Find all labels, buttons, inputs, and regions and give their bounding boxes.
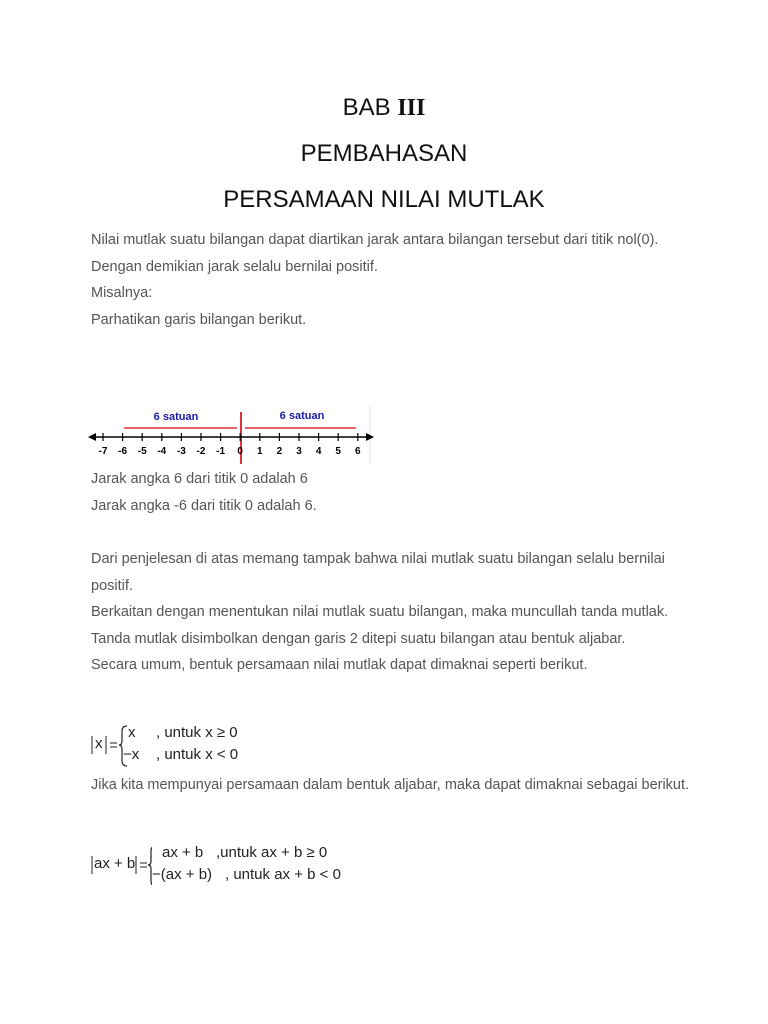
formula1-case2-expr: −x [123, 746, 140, 763]
chapter-title [0, 94, 768, 122]
tick-label: -5 [137, 446, 147, 457]
left-distance-label: 6 satuan [153, 411, 199, 423]
chapter-number: III [397, 95, 426, 121]
body-text-2 [91, 772, 691, 799]
tick-label: 4 [315, 446, 322, 457]
formula1-case1-expr: x [128, 724, 136, 741]
tick-label: -1 [216, 446, 226, 457]
tick-label: -6 [118, 446, 128, 457]
left-arrow-icon [88, 433, 96, 441]
tick-label: 1 [257, 446, 263, 457]
tick-label: 6 [355, 446, 361, 457]
tick-label: -7 [98, 446, 108, 457]
body-paragraph: Secara umum, bentuk persamaan nilai mutlak dapat dimaknai seperti berikut. [91, 657, 588, 674]
formula1-case1-cond: , untuk x ≥ 0 [156, 724, 238, 741]
tick-label: 5 [335, 446, 341, 457]
tick-label: 0 [237, 446, 243, 457]
body-paragraph: Jika kita mempunyai persamaan dalam bentuk aljabar, maka dapat dimaknai sebagai berikut. [91, 777, 690, 793]
intro-text [91, 227, 691, 333]
tick-label: 3 [296, 446, 302, 457]
distance-statement: Jarak angka -6 dari titik 0 adalah 6. [91, 497, 317, 514]
intro-paragraph: Misalnya: [91, 285, 153, 302]
distance-text [91, 466, 691, 519]
distance-statement: Jarak angka 6 dari titik 0 adalah 6 [91, 471, 308, 487]
linear-absolute-value-definition [90, 843, 350, 889]
intro-paragraph: Parhatikan garis bilangan berikut. [91, 311, 307, 328]
absolute-value-definition [90, 723, 290, 769]
intro-paragraph: Nilai mutlak suatu bilangan dapat diartikan jarak antara bilangan tersebut dari titik nol(0). Dengan demikian jarak selalu bernilai positif. [91, 232, 659, 275]
formula2-case1-cond: ,untuk ax + b ≥ 0 [216, 844, 328, 861]
tick-label: -4 [157, 446, 167, 457]
chapter-prefix: BAB [342, 94, 391, 121]
tick-label: -2 [196, 446, 206, 457]
number-line-figure [86, 404, 376, 466]
tick-label: -3 [176, 446, 186, 457]
formula2-case2-expr: −(ax + b) [152, 866, 213, 883]
body-paragraph: Berkaitan dengan menentukan nilai mutlak suatu bilangan, maka muncullah tanda mutlak. Tanda mutlak disimbolkan dengan garis 2 ditepi suatu bilangan atau bentuk aljabar. [91, 604, 669, 647]
body-paragraph: Dari penjelesan di atas memang tampak bahwa nilai mutlak suatu bilangan selalu bernilai positif. [91, 551, 665, 594]
tick-label: 2 [276, 446, 283, 457]
topic-title: PERSAMAAN NILAI MUTLAK [223, 186, 545, 213]
right-distance-label: 6 satuan [279, 410, 325, 422]
section-title: PEMBAHASAN [300, 140, 468, 167]
formula1-case2-cond: , untuk x < 0 [156, 746, 239, 763]
body-text [91, 546, 691, 679]
formula1-lhs: x [95, 735, 103, 752]
formula2-lhs: ax + b [94, 855, 136, 872]
formula2-case1-expr: ax + b [162, 844, 204, 861]
formula2-case2-cond: , untuk ax + b < 0 [225, 866, 341, 883]
